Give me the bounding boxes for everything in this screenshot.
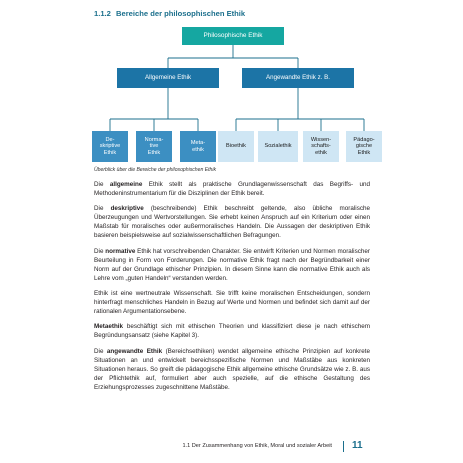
diagram-caption: Überblick über die Bereiche der philosophischen Ethik (94, 167, 217, 173)
box-bioethik: Bioethik (218, 131, 254, 162)
section-title-text: Bereiche der philosophischen Ethik (116, 9, 246, 18)
body-text (94, 180, 370, 398)
paragraph-wertneutral: Ethik ist eine wertneutrale Wissenschaft. Sie trifft keine moralischen Entscheidungen, sondern hinterfragt menschliches Handeln in Bezug auf Werte und Normen und befindet sich damit auf der rationalen Argumentationsebene. (94, 290, 370, 316)
box-allgemeine-ethik: Allgemeine Ethik (117, 68, 219, 88)
page-footer (0, 440, 370, 454)
box-angewandte-ethik: Angewandte Ethik z. B. (242, 68, 354, 88)
box-normative-ethik: Norma- tive Ethik (136, 131, 172, 162)
footer-separator (343, 441, 344, 452)
box-deskriptive-ethik: De- skriptive Ethik (92, 131, 128, 162)
paragraph-normative: Die normative Ethik hat vorschreibenden Charakter. Sie entwirft Kriterien und Normen moralischer Beurteilung in Form von Forderungen. Die normative Ethik fragt nach der Begründbarkeit einer Norm auf der Grundlage ethischer Prinzipien. In diesem Sinne kann die normative Ethik auch als Lehre vom „guten Handeln“ verstanden werden. (94, 247, 370, 282)
footer-chapter-title: 1.1 Der Zusammenhang von Ethik, Moral und sozialer Arbeit (182, 443, 332, 449)
box-philosophische-ethik: Philosophische Ethik (182, 27, 284, 45)
page-number: 11 (352, 440, 363, 451)
box-paedagogische-ethik: Pädago- gische Ethik (346, 131, 382, 162)
section-heading (94, 9, 245, 18)
box-wissenschaftsethik: Wissen- schafts- ethik (303, 131, 339, 162)
paragraph-deskriptive: Die deskriptive (beschreibende) Ethik beschreibt geltende, also übliche moralische Überzeugungen und Wertvorstellungen. Sie erhebt keinen Anspruch auf ein Kriterium oder einen Maßstab für moralisches oder außermoralisches Handeln. Die Aussagen der deskriptiven Ethik basieren beispielsweise auf sozialwissenschaftlichen Befragungen. (94, 205, 370, 240)
box-sozialethik: Sozialethik (258, 131, 298, 162)
paragraph-allgemeine: Die allgemeine Ethik stellt als praktische Grundlagenwissenschaft das Begriffs- und Methodeninstrumentarium für die Disziplinen der Ethik bereit. (94, 181, 370, 198)
ethics-diagram (90, 18, 380, 168)
paragraph-angewandte: Die angewandte Ethik (Bereichsethiken) wendet allgemeine ethische Prinzipien auf konkrete Situationen an und entwickelt bereichsspezifische Normen und Maßstäbe aus konkreten Situationen heraus. So greift die pädagogische Ethik allgemeine ethische Grundsätze wie z. B. aus der Pflichtethik auf, formuliert aber auch spezielle, auf die ethische Gestaltung des Erziehungsprozesses zugeschnittene Maßstäbe. (94, 347, 370, 391)
section-number: 1.1.2 (94, 9, 111, 18)
box-metaethik: Meta- ethik (180, 131, 216, 162)
paragraph-metaethik: Metaethik beschäftigt sich mit ethischen Theorien und klassifiziert diese je nach ethischem Begründungsansatz (siehe Kapitel 3). (94, 323, 370, 340)
